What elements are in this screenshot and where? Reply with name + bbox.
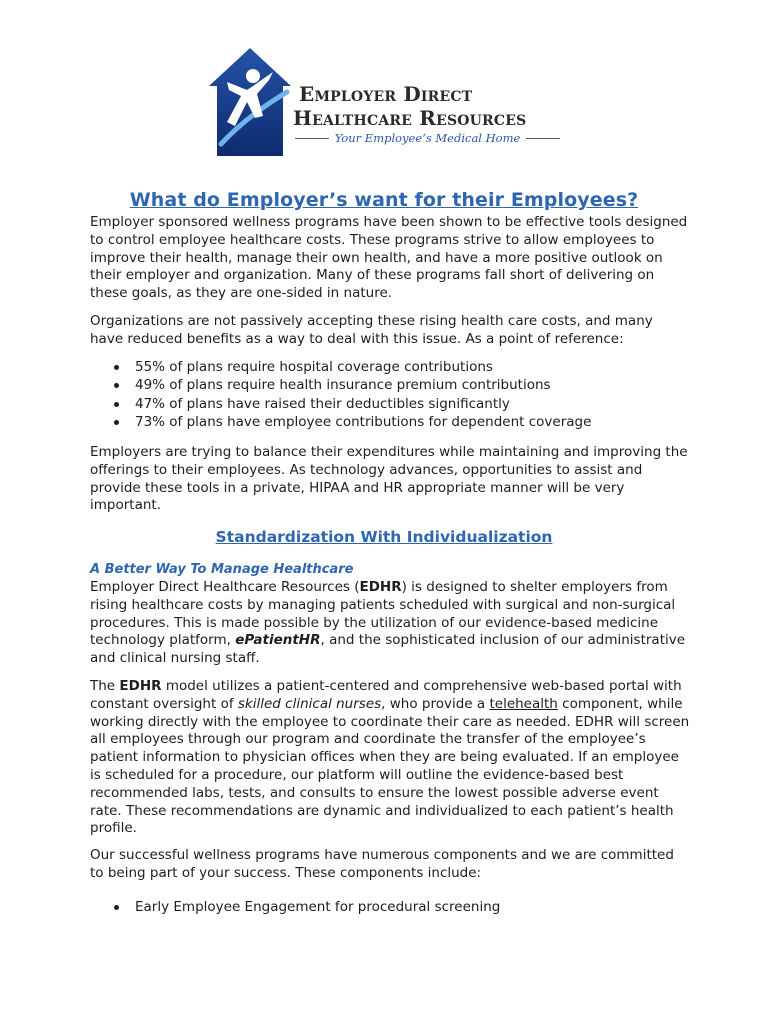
components-paragraph: Our successful wellness programs have numerous components and we are committed to being part of your success. These components include:	[90, 847, 674, 881]
list-item: 73% of plans have employee contributions for dependent coverage	[90, 413, 690, 431]
nurses-phrase: skilled clinical nurses	[237, 695, 382, 712]
intro-paragraph-2: Organizations are not passively accepting these rising health care costs, and many have reduced benefits as a way to deal with this issue. As a point of reference:	[90, 313, 653, 347]
intro-paragraph-3: Employers are trying to balance their expenditures while maintaining and improving the offerings to their employees. As technology advances, opportunities to assist and provide these tools in a private, HIPAA and HR appropriate manner will be very important.	[90, 444, 688, 514]
company-logo	[207, 44, 567, 162]
text-run: component, while working directly with the employee to coordinate their care as needed. EDHR will screen all employees through our program and coordinate the transfer of the employee’s patient information to physician offices when they are being evaluated. If an employee is scheduled for a procedure, our platform will outline the evidence-based best recommended labs, tests, and consults to ensure the lowest possible adverse event rate. These recommendations are dynamic and individualized to each patient’s health profile.	[90, 695, 690, 837]
text-run: , who provide a	[381, 695, 490, 712]
model-paragraph	[90, 678, 690, 838]
text-run: The	[90, 678, 120, 694]
statistics-list	[90, 358, 690, 432]
tagline-rule-right	[526, 138, 560, 139]
text-run: ) is designed to shelter employers from rising healthcare costs by managing patients scheduled with surgical and non-surgical procedures. This is made possible by the utilization of our evidence-based medicine technology platform,	[90, 579, 676, 649]
page-title: What do Employer’s want for their Employees?	[129, 189, 639, 211]
text-run: , and the sophisticated inclusion of our administrative and clinical nursing staff.	[90, 632, 686, 667]
list-item: 49% of plans require health insurance premium contributions	[90, 376, 690, 394]
text-run: Employer Direct Healthcare Resources (	[90, 579, 360, 595]
logo-name-line1: Employer Direct	[299, 82, 473, 106]
list-item: Early Employee Engagement for procedural screening	[90, 898, 690, 916]
components-list	[90, 898, 690, 916]
section-heading: Standardization With Individualization	[215, 528, 553, 546]
telehealth-link[interactable]: telehealth	[489, 695, 558, 712]
edhr-paragraph	[90, 579, 690, 668]
house-person-icon	[207, 46, 293, 158]
text-run: model utilizes a patient-centered and comprehensive web-based portal with constant oversight of	[90, 678, 682, 712]
platform-name: ePatientHR	[235, 632, 321, 649]
list-item: 55% of plans require hospital coverage contributions	[90, 358, 690, 376]
list-item: 47% of plans have raised their deductibles significantly	[90, 395, 690, 413]
section-subheading: A Better Way To Manage Healthcare	[90, 562, 354, 577]
intro-paragraph-1: Employer sponsored wellness programs have been shown to be effective tools designed to control employee healthcare costs. These programs strive to allow employees to improve their health, manage their own health, and have a more positive outlook on their employer and organization. Many of these programs fall short of delivering on these goals, as they are one-sided in nature.	[90, 214, 688, 302]
logo-tagline-text: Your Employee’s Medical Home	[334, 131, 521, 145]
logo-tagline	[295, 131, 560, 145]
tagline-rule-left	[295, 138, 329, 139]
edhr-acronym: EDHR	[119, 678, 162, 694]
edhr-acronym: EDHR	[359, 579, 402, 595]
logo-name-line2: Healthcare Resources	[293, 106, 527, 130]
